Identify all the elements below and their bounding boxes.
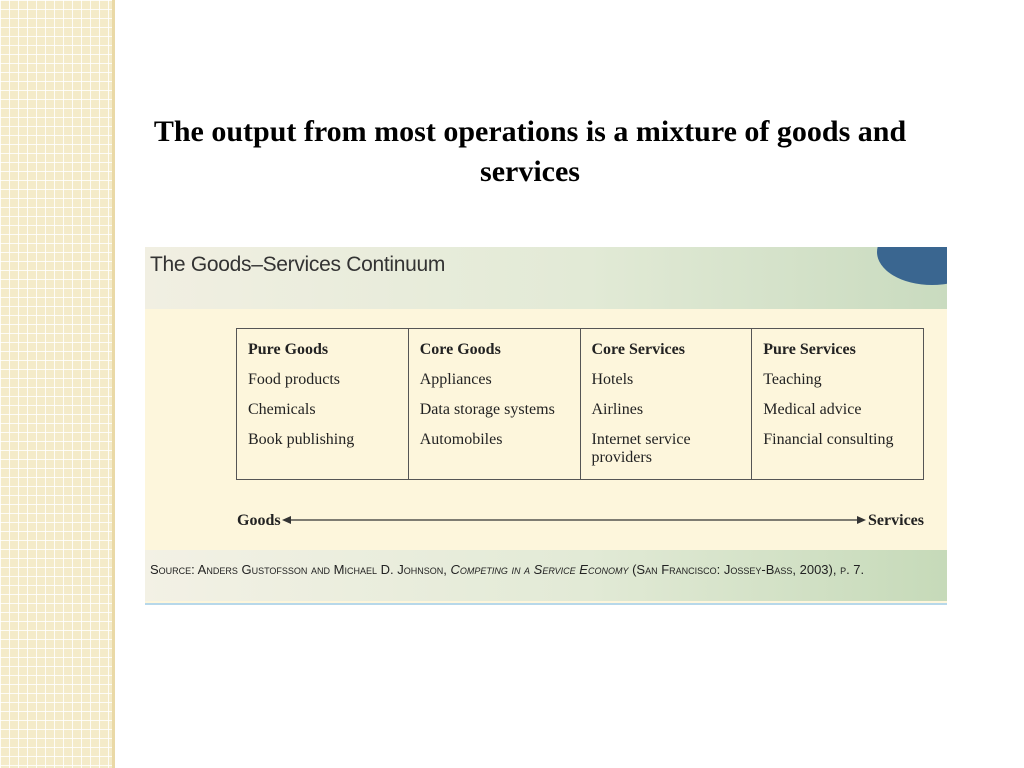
blue-decorative-shape (877, 247, 947, 285)
source-book-title: Competing in a Service Economy (450, 562, 629, 577)
list-item: Medical advice (763, 401, 862, 418)
list-item: Chemicals (248, 401, 316, 418)
figure-title: The Goods–Services Continuum (150, 253, 446, 276)
list-item: Internet service providers (591, 431, 691, 466)
list-item: Data storage systems (419, 401, 555, 418)
list-item: Hotels (591, 371, 634, 388)
slide-title: The output from most operations is a mixture of goods and services (153, 115, 907, 188)
continuum-table (236, 328, 924, 480)
column-heading: Core Goods (419, 341, 501, 358)
column-heading: Pure Services (763, 341, 856, 358)
list-item: Financial consulting (763, 431, 894, 448)
goods-services-figure (145, 247, 947, 605)
list-item: Appliances (419, 371, 492, 388)
column-core-goods (408, 329, 580, 480)
double-arrow-icon (282, 513, 866, 527)
list-item: Food products (248, 371, 340, 388)
source-citation (150, 562, 864, 577)
list-item: Teaching (763, 371, 822, 388)
column-pure-services (752, 329, 924, 480)
arrow-label-goods: Goods (237, 512, 281, 529)
column-heading: Pure Goods (248, 341, 329, 358)
column-pure-goods (237, 329, 409, 480)
list-item: Book publishing (248, 431, 355, 448)
list-item: Airlines (591, 401, 644, 418)
source-suffix: (San Francisco: Jossey-Bass, 2003), p. 7. (628, 562, 865, 577)
figure-header (145, 247, 947, 309)
column-heading: Core Services (591, 341, 685, 358)
source-prefix: Source: Anders Gustofsson and Michael D. Johnson, (150, 562, 451, 577)
table-row (237, 329, 924, 480)
list-item: Automobiles (419, 431, 503, 448)
column-core-services (580, 329, 752, 480)
continuum-arrow-row (236, 510, 924, 534)
arrow-label-services: Services (868, 512, 924, 529)
side-pattern-strip (0, 0, 115, 768)
figure-footer (145, 550, 947, 601)
